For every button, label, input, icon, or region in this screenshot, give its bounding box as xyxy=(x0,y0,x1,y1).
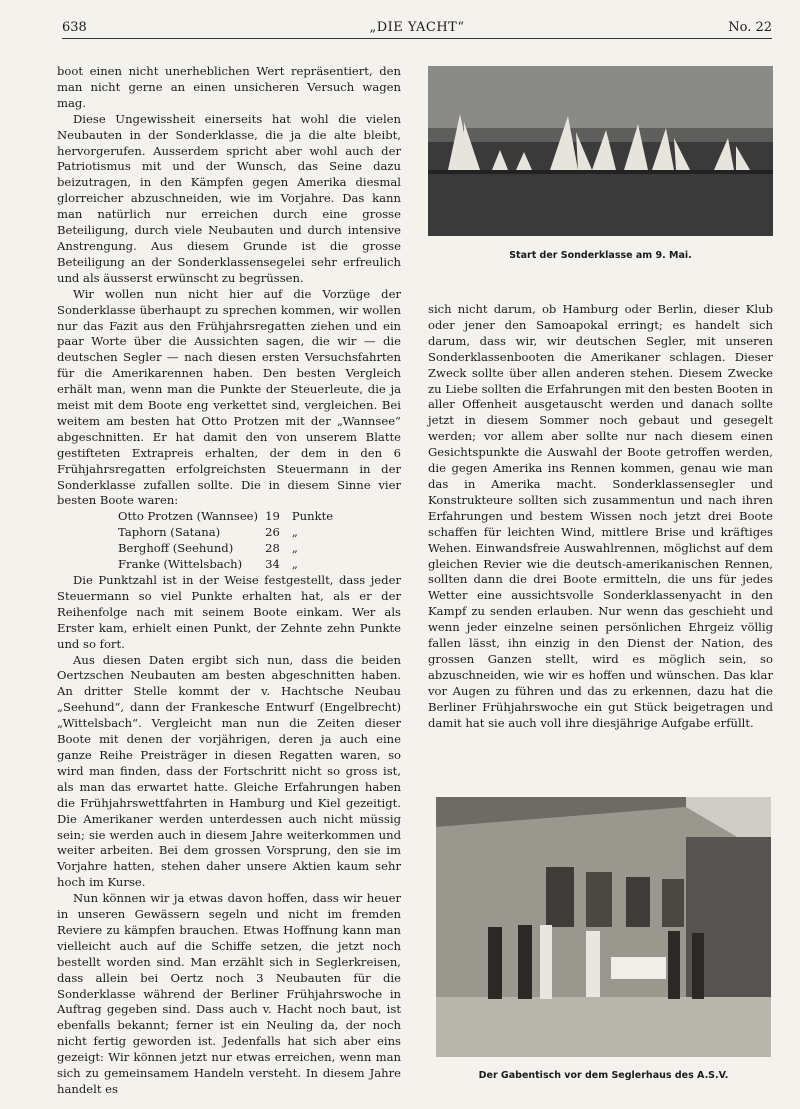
points-table xyxy=(118,509,340,573)
photo-caption: Start der Sonderklasse am 9. Mai. xyxy=(509,250,692,261)
points-value: 26 xyxy=(265,525,280,540)
skipper-name: Berghoff (Seehund) xyxy=(118,541,234,556)
paragraph: Aus diesen Daten ergibt sich nun, dass die beiden Oertzschen Neubauten am besten abgeschnitten haben. An dritter Stelle kommt der v. Hachtsche Neubau „Seehund“, dann der Frankesche Entwurf (Engelbrecht) „Wittelsbach“. Vergleicht man nun die Zeiten dieser Boote mit denen der vorjährigen, deren ja auch eine ganze Reihe Preisträger in diesen Regatten waren, so wird man finden, dass der Fortschritt nicht so gross ist, als man das erwartet hatte. Gleiche Erfahrungen haben die Frühjahrswettfahrten in Hamburg und Kiel gezeitigt. Die Amerikaner werden unterdessen auch nicht müssig sein; sie werden auch in diesem Jahre weiterkommen und weiter arbeiten. Bei dem grossen Vorsprung, den sie im Vorjahre hatten, stehen daher unsere Aktien kaum sehr hoch im Kurse. xyxy=(57,652,401,890)
table-row xyxy=(118,525,340,541)
skipper-name: Otto Protzen (Wannsee) xyxy=(118,509,259,524)
paragraph: Die Punktzahl ist in der Weise festgestellt, dass jeder Steuermann so viel Punkte erhalten hat, als er der Reihenfolge nach mit seinem Boote einkam. Wer als Erster kam, erhielt einen Punkt, der Zehnte zehn Punkte und so fort. xyxy=(57,573,401,651)
points-value: 34 xyxy=(265,557,280,572)
paragraph: sich nicht darum, ob Hamburg oder Berlin, dieser Klub oder jener den Samoapokal erringt; es handelt sich darum, dass wir, wir deutschen Segler, mit unseren Sonderklassenbooten die Amerikaner schlagen. Dieser Zweck sollte über allen anderen stehen. Diesem Zwecke zu Liebe sollten die Erfahrungen mit den besten Booten in aller Offenheit ausgetauscht werden und danach sollte jetzt in diesem Sommer noch gebaut und gesegelt werden; vor allem aber sollte nur nach diesem einen Gesichtspunkte die Auswahl der Boote getroffen werden, die gegen Amerika ins Rennen kommen, genau wie man das in Amerika macht. Sonderklassensegler und Konstrukteure sollten sich zusammentun und nach ihren Erfahrungen und bestem Wissen noch jetzt drei Boote schaffen für leichten Wind, mittlere Brise und kräftiges Wehen. Einwandsfreie Auswahlrennen, möglichst auf dem gleichen Revier wie die deutsch-amerikanischen Rennen, sollten dann die drei Boote ermitteln, die uns für jedes Wetter eine aussichtsvolle Sonderklassenyacht in den Kampf zu senden erlauben. Nur wenn das geschieht und wenn jeder einzelne seinen persönlichen Ehrgeiz völlig fallen lässt, ihn einzig in den Dienst der Nation, des grossen Ganzen stellt, wird es möglich sein, so abzuschneiden, wie wir es hoffen und wünschen. Das klar vor Augen zu führen und das zu erkennen, dazu hat die Berliner Frühjahrswoche ein gut Stück beigetragen und damit hat sie auch voll ihre diesjährige Aufgabe erfüllt. xyxy=(428,302,773,730)
left-column xyxy=(57,64,401,1098)
sailboats-image xyxy=(428,66,773,236)
clubhouse-image xyxy=(436,797,771,1057)
points-unit: „ xyxy=(291,541,298,556)
points-value: 28 xyxy=(265,541,280,556)
points-unit: „ xyxy=(291,557,298,572)
clubhouse-photo xyxy=(436,797,771,1057)
points-unit: „ xyxy=(291,525,298,540)
page-header xyxy=(62,20,772,39)
points-unit: Punkte xyxy=(291,509,334,524)
right-column xyxy=(428,302,773,731)
table-row xyxy=(118,509,340,525)
paragraph: Wir wollen nun nicht hier auf die Vorzüge der Sonderklasse überhaupt zu sprechen kommen, wir wollen nur das Fazit aus den Frühjahrsregatten ziehen und ein paar Worte über die Aussichten sagen, die wir — die deutschen Segler — nach diesen ersten Versuchsfahrten für die Amerikarennen haben. Den besten Vergleich erhält man, wenn man die Punkte der Steuerleute, die ja meist mit dem Boote eng verkettet sind, vergleichen. Bei weitem am besten hat Otto Protzen mit der „Wannsee“ abgeschnitten. Er hat damit den von unserem Blatte gestifteten Extrapreis erhalten, der dem in den 6 Frühjahrsregatten erfolgreichsten Steuermann in der Sonderklasse zufallen sollte. Die in diesem Sinne vier besten Boote waren: xyxy=(57,286,401,508)
photo-caption: Der Gabentisch vor dem Seglerhaus des A.S.V. xyxy=(478,1070,729,1081)
points-value: 19 xyxy=(265,509,280,524)
paragraph: boot einen nicht unerheblichen Wert repräsentiert, den man nicht gerne an einen unsicheren Versuch wagen mag. xyxy=(57,64,401,110)
running-title: „DIE YACHT“ xyxy=(369,20,465,35)
skipper-name: Taphorn (Satana) xyxy=(118,525,221,540)
paragraph: Diese Ungewissheit einerseits hat wohl die vielen Neubauten in der Sonderklasse, die ja die alte bleibt, hervorgerufen. Ausserdem spricht aber wohl auch der Patriotismus mit und der Wunsch, das Seine dazu beizutragen, in den Kämpfen gegen Amerika diesmal glorreicher abzuschneiden, wie im Vorjahre. Das kann man natürlich nur erreichen durch eine grosse Beteiligung, durch viele Neubauten und durch intensive Anstrengung. Aus diesem Grunde ist die grosse Beteiligung an der Sonderklassensegelei sehr erfreulich und als äusserst erwünscht zu begrüssen. xyxy=(57,111,401,285)
skipper-name: Franke (Wittelsbach) xyxy=(118,557,243,572)
page-number: 638 xyxy=(62,20,87,35)
issue-number: No. 22 xyxy=(728,20,772,35)
table-row xyxy=(118,541,340,557)
table-row xyxy=(118,557,340,573)
paragraph: Nun können wir ja etwas davon hoffen, dass wir heuer in unseren Gewässern segeln und nicht im fremden Reviere zu kämpfen brauchen. Etwas Hoffnung kann man vielleicht auch auf die Schiffe setzen, die jetzt noch bestellt worden sind. Man erzählt sich in Seglerkreisen, dass allein bei Oertz noch 3 Neubauten für die Sonderklasse während der Berliner Frühjahrswoche in Auftrag gegeben sind. Dass auch v. Hacht noch baut, ist ebenfalls bekannt; ferner ist ein Neuling da, der noch nicht fertig geworden ist. Jedenfalls hat sich aber eins gezeigt: Wir können jetzt nur etwas erreichen, wenn man sich zu gemeinsamem Handeln versteht. In diesem Jahre handelt es xyxy=(57,891,401,1096)
regatta-start-photo xyxy=(428,66,773,236)
